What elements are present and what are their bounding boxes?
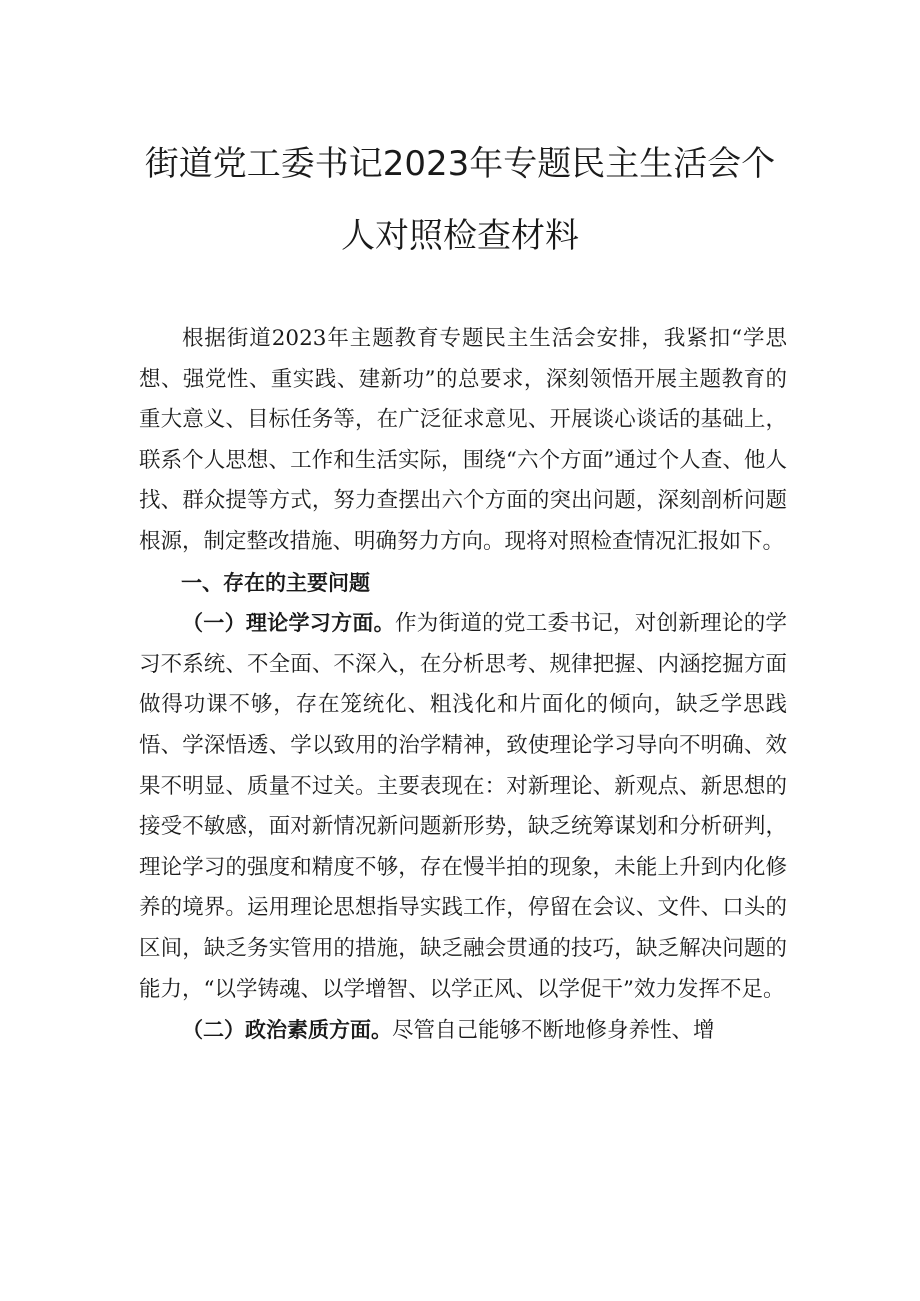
subsection-political-quality [139, 1010, 787, 1052]
subsection-political-quality-lead: （二）政治素质方面。 [182, 1018, 392, 1043]
document-title-line-1: 街道党工委书记2023年专题民主生活会个 [144, 144, 776, 184]
subsection-political-quality-text: 尽管自己能够不断地修身养性、增 [392, 1018, 715, 1044]
subsection-theory-study [139, 603, 787, 1010]
subsection-theory-study-text: 作为街道的党工委书记，对创新理论的学习不系统、不全面、不深入，在分析思考、规律把握、内涵挖掘方面做得功课不够，存在笼统化、粗浅化和片面化的倾向，缺乏学思践悟、学深悟透、学以致用的治学精神，致使理论学习导向不明确、效果不明显、质量不过关。主要表现在：对新理论、新观点、新思想的接受不敏感，面对新情况新问题新形势，缺乏统筹谋划和分析研判，理论学习的强度和精度不够，存在慢半拍的现象，未能上升到内化修养的境界。运用理论思想指导实践工作，停留在会议、文件、口头的区间，缺乏务实管用的措施，缺乏融会贯通的技巧，缺乏解决问题的能力，“以学铸魂、以学增智、以学正风、以学促干”效力发挥不足。 [139, 611, 787, 1002]
document-body [139, 319, 787, 1052]
document-title-line-2: 人对照检查材料 [341, 216, 579, 256]
intro-paragraph: 根据街道2023年主题教育专题民主生活会安排，我紧扣“学思想、强党性、重实践、建新功”的总要求，深刻领悟开展主题教育的重大意义、目标任务等，在广泛征求意见、开展谈心谈话的基础上，联系个人思想、工作和生活实际，围绕“六个方面”通过个人查、他人找、群众提等方式，努力查摆出六个方面的突出问题，深刻剖析问题根源，制定整改措施、明确努力方向。现将对照检查情况汇报如下。 [139, 326, 787, 554]
subsection-theory-study-lead: （一）理论学习方面。 [182, 611, 395, 636]
section-heading-problems: 一、存在的主要问题 [181, 570, 370, 595]
